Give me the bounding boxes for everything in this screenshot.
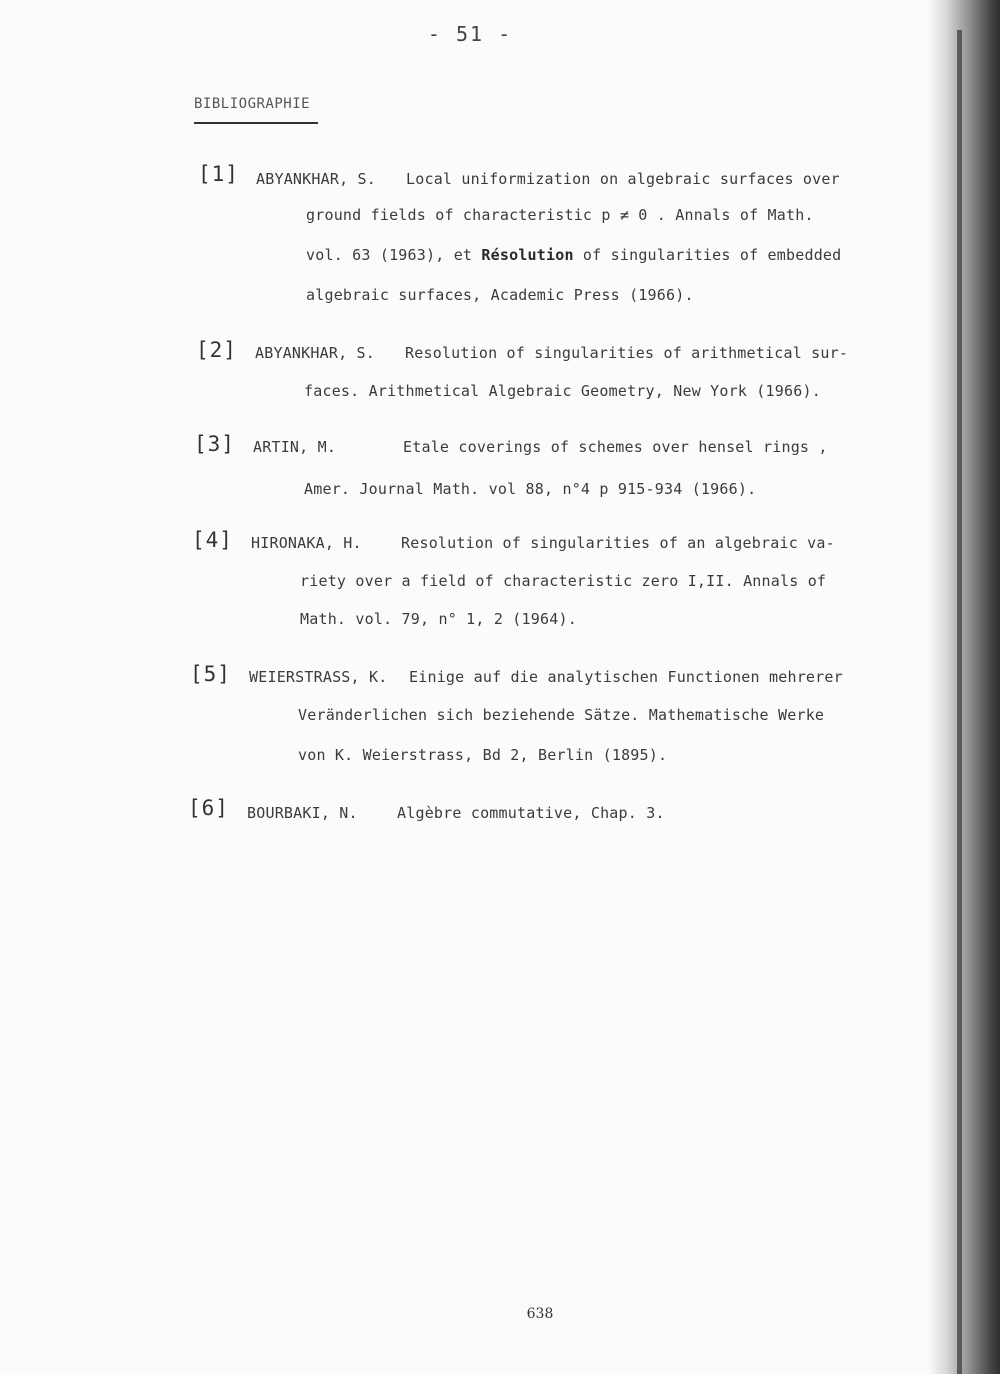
entry-author: BOURBAKI, N. [247, 804, 358, 822]
entry-title: Local uniformization on algebraic surfaces over [406, 170, 840, 188]
entry-author: HIRONAKA, H. [251, 534, 362, 552]
section-title-underline [194, 122, 318, 124]
entry-author: WEIERSTRASS, K. [249, 668, 388, 686]
reference-number: [4] [192, 528, 233, 552]
entry-line: von K. Weierstrass, Bd 2, Berlin (1895). [298, 746, 668, 764]
entry-text-bold: Résolution [481, 246, 574, 264]
reference-number: [5] [190, 662, 231, 686]
entry-title: Einige auf die analytischen Functionen mehrerer [409, 668, 843, 686]
bibliography-entry-5 [0, 660, 940, 790]
entry-line [251, 534, 835, 552]
entry-line: ground fields of characteristic p ≠ 0 . Annals of Math. [306, 206, 814, 224]
scan-edge-line [957, 30, 962, 1374]
entry-line [256, 170, 840, 188]
section-title: BIBLIOGRAPHIE [194, 96, 311, 112]
entry-title: Resolution of singularities of arithmetical sur- [405, 344, 849, 362]
entry-line: Veränderlichen sich beziehende Sätze. Mathematische Werke [298, 706, 825, 724]
entry-title: Algèbre commutative, Chap. 3. [397, 804, 665, 822]
entry-title: Etale coverings of schemes over hensel rings , [403, 438, 828, 456]
entry-line: algebraic surfaces, Academic Press (1966). [306, 286, 694, 304]
entry-line [247, 804, 665, 822]
entry-line: Math. vol. 79, n° 1, 2 (1964). [300, 610, 577, 628]
entry-author: ARTIN, M. [253, 438, 337, 456]
page-number: 638 [526, 1306, 554, 1322]
scan-edge-shadow [928, 0, 1000, 1374]
bibliography-entry-4 [0, 526, 940, 656]
entry-line: riety over a field of characteristic zero I,II. Annals of [300, 572, 827, 590]
entry-title: Resolution of singularities of an algebraic va- [401, 534, 835, 552]
entry-line [253, 438, 828, 456]
reference-number: [6] [188, 796, 229, 820]
entry-line [249, 668, 843, 686]
entry-text: of singularities of embedded [573, 246, 842, 264]
page-marker: - 51 - [427, 22, 513, 46]
entry-line [306, 246, 841, 264]
entry-line: faces. Arithmetical Algebraic Geometry, New York (1966). [304, 382, 821, 400]
entry-author: ABYANKHAR, S. [256, 170, 376, 188]
reference-number: [1] [198, 162, 239, 186]
reference-number: [2] [196, 338, 237, 362]
bibliography-entry-1 [0, 160, 940, 304]
bibliography-entry-6 [0, 794, 940, 924]
reference-number: [3] [194, 432, 235, 456]
entry-line [255, 344, 848, 362]
entry-line: Amer. Journal Math. vol 88, n°4 p 915-934 (1966). [304, 480, 757, 498]
entry-text: vol. 63 (1963), et [306, 246, 482, 264]
entry-author: ABYANKHAR, S. [255, 344, 375, 362]
